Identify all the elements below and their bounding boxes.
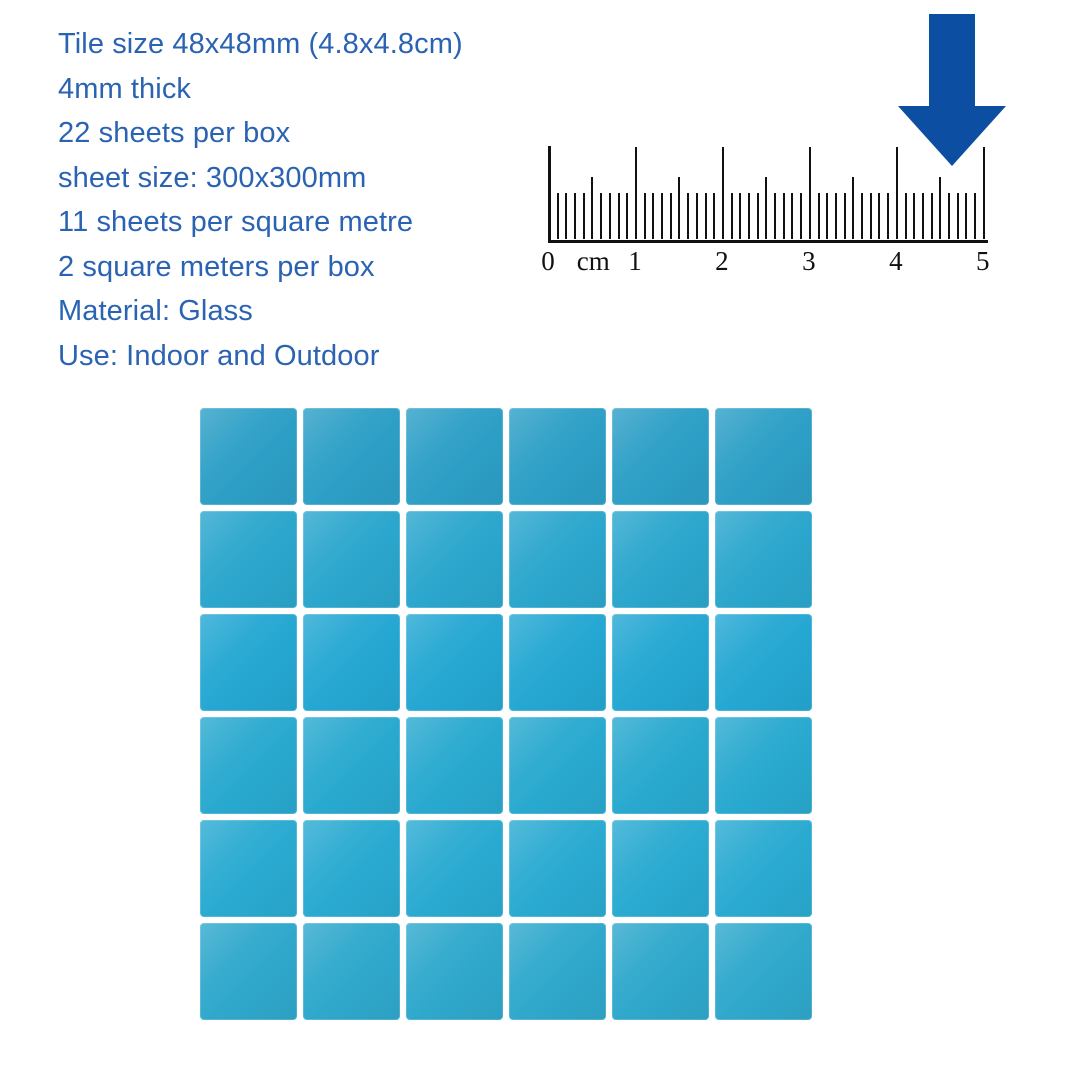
ruler-tick-minor (696, 193, 698, 239)
mosaic-tile (406, 408, 503, 505)
ruler-tick-minor (800, 193, 802, 239)
ruler-baseline (548, 240, 988, 243)
mosaic-tile (715, 511, 812, 608)
mosaic-tile (509, 717, 606, 814)
spec-line-sheets-per-box: 22 sheets per box (58, 117, 291, 149)
ruler-tick-minor (974, 193, 976, 239)
ruler-tick-minor (748, 193, 750, 239)
ruler-tick-minor (652, 193, 654, 239)
mosaic-tile (303, 614, 400, 711)
ruler-tick-minor (678, 177, 680, 239)
ruler-tick-minor (765, 177, 767, 239)
ruler-label-0: 0 (541, 246, 555, 276)
ruler-tick-major (722, 147, 724, 239)
ruler-tick-minor (913, 193, 915, 239)
ruler-tick-minor (713, 193, 715, 239)
ruler-tick-minor (626, 193, 628, 239)
ruler-tick-minor (844, 193, 846, 239)
ruler-tick-minor (818, 193, 820, 239)
ruler-tick-minor (957, 193, 959, 239)
mosaic-tile (715, 820, 812, 917)
ruler-tick-major (635, 147, 637, 239)
ruler-tick-minor (618, 193, 620, 239)
mosaic-tile (303, 923, 400, 1020)
mosaic-tile (406, 511, 503, 608)
ruler-tick-minor (644, 193, 646, 239)
mosaic-tile (406, 717, 503, 814)
mosaic-tile (612, 408, 709, 505)
ruler-unit-label: cm (576, 246, 610, 276)
ruler-tick-minor (835, 193, 837, 239)
ruler-tick-area (548, 146, 988, 242)
ruler-tick-minor (965, 193, 967, 239)
mosaic-tile (612, 923, 709, 1020)
ruler-tick-major (548, 147, 550, 239)
spec-line-sheets-per-sqm: 11 sheets per square metre (58, 206, 414, 238)
ruler-tick-minor (783, 193, 785, 239)
ruler-label-2: 2 (715, 246, 729, 276)
ruler-tick-minor (731, 193, 733, 239)
spec-line-sqm-per-box: 2 square meters per box (58, 250, 375, 283)
ruler-tick-minor (878, 193, 880, 239)
ruler-tick-minor (939, 177, 941, 239)
ruler-label-1: 1 (628, 246, 642, 276)
glass-mosaic-tile-sheet (200, 408, 812, 1020)
spec-line-material: Material: Glass (58, 295, 253, 327)
spec-line-sheet-size: sheet size: 300x300mm (58, 161, 367, 194)
mosaic-tile (509, 511, 606, 608)
mosaic-tile (200, 614, 297, 711)
mosaic-tile (200, 923, 297, 1020)
ruler-tick-minor (565, 193, 567, 239)
ruler-labels (541, 246, 990, 280)
mosaic-tile (406, 820, 503, 917)
tile-specification-list (58, 22, 618, 378)
mosaic-tile (303, 408, 400, 505)
ruler-tick-minor (739, 193, 741, 239)
ruler-tick-major (983, 147, 985, 239)
ruler-tick-minor (948, 193, 950, 239)
ruler-tick-minor (905, 193, 907, 239)
ruler (541, 146, 990, 276)
ruler-label-3: 3 (802, 246, 816, 276)
mosaic-tile (612, 614, 709, 711)
mosaic-tile (715, 717, 812, 814)
mosaic-tile (612, 820, 709, 917)
ruler-tick-minor (705, 193, 707, 239)
mosaic-tile (715, 408, 812, 505)
spec-line-thickness: 4mm thick (58, 72, 192, 105)
ruler-tick-minor (861, 193, 863, 239)
spec-line-tile-size: Tile size 48x48mm (4.8x4.8cm) (58, 28, 463, 60)
mosaic-tile (715, 923, 812, 1020)
mosaic-tile (200, 408, 297, 505)
ruler-label-5: 5 (976, 246, 990, 276)
down-arrow-icon (898, 14, 1006, 166)
ruler-label-4: 4 (889, 246, 903, 276)
ruler-tick-minor (791, 193, 793, 239)
mosaic-tile (200, 511, 297, 608)
ruler-tick-major (896, 147, 898, 239)
spec-line-use: Use: Indoor and Outdoor (58, 339, 380, 372)
ruler-tick-minor (757, 193, 759, 239)
ruler-tick-minor (661, 193, 663, 239)
ruler-tick-minor (609, 193, 611, 239)
mosaic-tile (303, 820, 400, 917)
ruler-tick-minor (852, 177, 854, 239)
ruler-tick-major (809, 147, 811, 239)
ruler-tick-minor (591, 177, 593, 239)
mosaic-tile (715, 614, 812, 711)
ruler-tick-minor (922, 193, 924, 239)
mosaic-tile (303, 511, 400, 608)
ruler-tick-minor (870, 193, 872, 239)
mosaic-tile (200, 820, 297, 917)
ruler-tick-minor (931, 193, 933, 239)
mosaic-tile (509, 923, 606, 1020)
mosaic-tile (612, 717, 709, 814)
ruler-tick-minor (670, 193, 672, 239)
mosaic-tile (509, 614, 606, 711)
mosaic-tile (612, 511, 709, 608)
ruler-tick-minor (774, 193, 776, 239)
mosaic-tile (509, 408, 606, 505)
mosaic-tile (303, 717, 400, 814)
mosaic-tile (509, 820, 606, 917)
mosaic-tile (200, 717, 297, 814)
ruler-tick-minor (887, 193, 889, 239)
ruler-tick-minor (826, 193, 828, 239)
ruler-tick-minor (583, 193, 585, 239)
ruler-tick-minor (557, 193, 559, 239)
ruler-tick-minor (687, 193, 689, 239)
ruler-tick-minor (600, 193, 602, 239)
mosaic-tile (406, 614, 503, 711)
ruler-tick-minor (574, 193, 576, 239)
mosaic-tile (406, 923, 503, 1020)
